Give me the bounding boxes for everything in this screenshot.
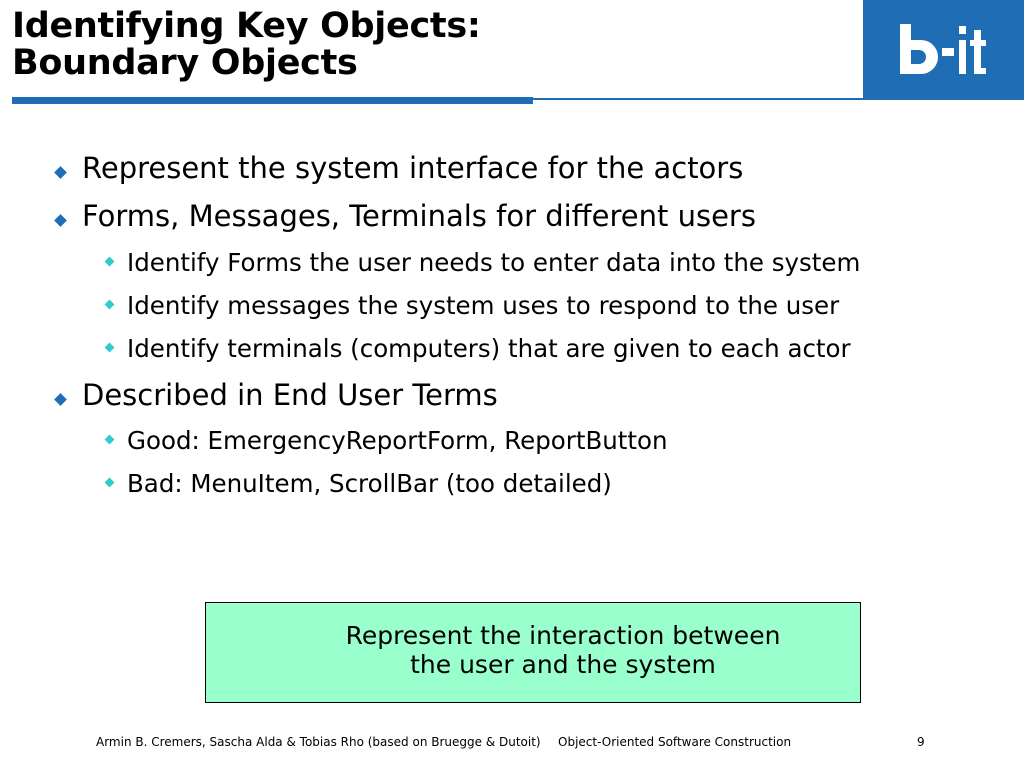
- sub-bullet-marker-diamond-icon: [105, 300, 115, 310]
- footer-page-number: 9: [917, 735, 925, 749]
- callout-text: [206, 621, 860, 679]
- sub-bullet-marker-diamond-icon: [105, 435, 115, 445]
- callout-line2: the user and the system: [410, 650, 716, 679]
- callout-box: [205, 602, 861, 703]
- title-underline-thick: [12, 97, 533, 104]
- sub-bullet-item: Identify Forms the user needs to enter data into the system: [127, 248, 861, 277]
- bullet-marker-diamond-icon: [54, 166, 67, 179]
- sub-bullet-marker-diamond-icon: [105, 478, 115, 488]
- sub-bullet-item: Identify terminals (computers) that are given to each actor: [127, 334, 851, 363]
- footer-course: Object-Oriented Software Construction: [558, 735, 792, 749]
- slide-title-line1: Identifying Key Objects:: [12, 6, 481, 46]
- bullet-item: Represent the system interface for the actors: [82, 151, 744, 185]
- sub-bullet-marker-diamond-icon: [105, 257, 115, 267]
- bullet-marker-diamond-icon: [54, 214, 67, 227]
- slide-title-line2: Boundary Objects: [12, 43, 358, 83]
- b-it-logo: [863, 0, 1024, 100]
- sub-bullet-item: Identify messages the system uses to respond to the user: [127, 291, 840, 320]
- title-underline-thin: [533, 98, 863, 100]
- slide-title: [12, 8, 481, 82]
- callout-line1: Represent the interaction between: [345, 621, 781, 650]
- bullet-item: Described in End User Terms: [82, 378, 498, 412]
- footer-authors: Armin B. Cremers, Sascha Alda & Tobias Rho (based on Bruegge & Dutoit): [96, 735, 541, 749]
- bullet-marker-diamond-icon: [54, 393, 67, 406]
- b-it-logo-mark: [894, 18, 994, 82]
- sub-bullet-marker-diamond-icon: [105, 343, 115, 353]
- sub-bullet-item: Bad: MenuItem, ScrollBar (too detailed): [127, 469, 612, 498]
- bullet-item: Forms, Messages, Terminals for different users: [82, 199, 756, 233]
- sub-bullet-item: Good: EmergencyReportForm, ReportButton: [127, 426, 668, 455]
